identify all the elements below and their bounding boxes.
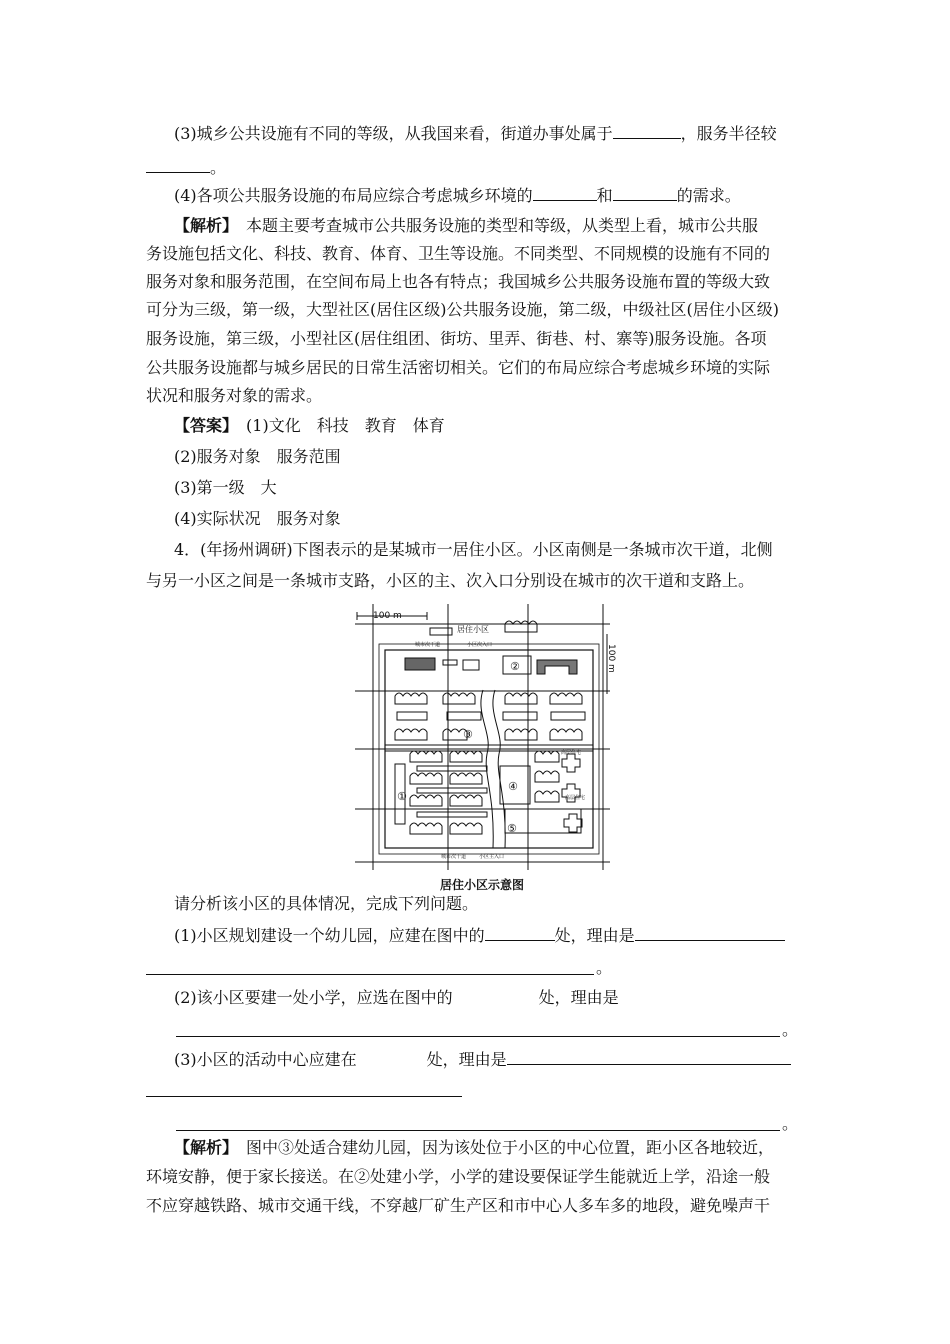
period: 。: [782, 1020, 799, 1039]
answer-line-rule: [176, 1130, 780, 1131]
marker-5: ⑤: [507, 822, 517, 835]
answer-line: (2)服务对象 服务范围: [174, 447, 341, 466]
analysis-text: 本题主要考查城市公共服务设施的类型和等级，从类型上看，城市公共服: [246, 216, 759, 235]
period: 。: [596, 958, 613, 977]
question-3-part-3-cont: [146, 158, 812, 178]
period: 。: [782, 1114, 799, 1133]
question-text: 。: [210, 158, 227, 177]
question-4-text: 与另一小区之间是一条城市支路，小区的主、次入口分别设在城市的次干道和支路上。: [146, 571, 755, 590]
sub-question-3: [174, 1050, 840, 1070]
answer-blank: [635, 926, 785, 941]
district-label: 居住小区: [457, 625, 489, 634]
sub-question-2: [174, 988, 840, 1008]
analysis-line: 不应穿越铁路、城市交通干线，不穿越厂矿生产区和市中心人多车多的地段，避免噪声干: [146, 1196, 771, 1215]
answer-blank: [533, 186, 597, 201]
answer-line: (3)第一级 大: [174, 478, 277, 497]
answer-blank: [613, 186, 677, 201]
entrance-label-top: 小区次入口: [467, 642, 493, 648]
question-text: 和: [596, 186, 613, 205]
analysis-tag: 【解析】: [174, 216, 231, 235]
question-text: (1)小区规划建设一个幼儿园，应建在图中的: [174, 926, 485, 945]
answer-line: [174, 416, 840, 436]
question-text: 处，理由是: [426, 1050, 507, 1069]
question-text: (3)城乡公共设施有不同的等级，从我国来看，街道办事处属于: [174, 124, 613, 143]
answer-blank: [146, 158, 210, 173]
marker-2: ②: [510, 660, 520, 673]
analysis-line: 服务对象和服务范围，在空间布局上也各有特点；我国城乡公共服务设施布置的等级大致: [146, 272, 771, 291]
question-text: 处，理由是: [554, 926, 635, 945]
road-label-bottom: 城市次干道: [441, 854, 467, 860]
question-text: ，服务半径较: [680, 124, 777, 143]
analysis-line: 可分为三级，第一级，大型社区(居住区级)公共服务设施，第二级，中级社区(居住小区级): [146, 300, 779, 319]
figure-caption: 居住小区示意图: [440, 878, 525, 892]
residential-district-map: [355, 604, 616, 870]
question-text: 的需求。: [676, 186, 741, 205]
road-label-top: 城市次干道: [415, 642, 441, 648]
answer-blank: [507, 1050, 791, 1065]
answer-line-rule: [146, 974, 594, 975]
high-rise-label: 高层住宅: [561, 750, 582, 756]
answer-line-rule: [146, 1096, 462, 1097]
question-prompt: 请分析该小区的具体情况，完成下列问题。: [174, 894, 479, 913]
analysis-line: 务设施包括文化、科技、教育、体育、卫生等设施。不同类型、不同规模的设施有不同的: [146, 244, 771, 263]
scale-label-right: 100 m: [606, 644, 616, 673]
answer-text: (1)文化 科技 教育 体育: [246, 416, 445, 435]
question-text: 处，理由是: [538, 988, 619, 1007]
entrance-label-bottom: 小区主入口: [479, 854, 505, 860]
analysis-line: 公共服务设施都与城乡居民的日常生活密切相关。它们的布局应综合考虑城乡环境的实际: [146, 358, 771, 377]
question-text: (2)该小区要建一处小学，应选在图中的: [174, 988, 453, 1007]
question-text: (4)各项公共服务设施的布局应综合考虑城乡环境的: [174, 186, 533, 205]
marker-4: ④: [508, 780, 518, 793]
scale-label-top: 100 m: [373, 611, 402, 621]
analysis-line: 环境安静，便于家长接送。在②处建小学，小学的建设要保证学生能就近上学，沿途一般: [146, 1167, 771, 1186]
question-3-part-3: [174, 124, 840, 144]
high-rise-label: 高层住宅: [565, 795, 586, 801]
answer-line: (4)实际状况 服务对象: [174, 509, 341, 528]
question-3-part-4: [174, 186, 840, 206]
marker-1: ①: [397, 790, 407, 803]
analysis-tag: 【解析】: [174, 1138, 231, 1157]
answer-blank: [485, 926, 555, 941]
analysis-line: 服务设施，第三级，小型社区(居住组团、街坊、里弄、街巷、村、寨等)服务设施。各项: [146, 329, 767, 348]
marker-3: ③: [463, 728, 473, 741]
analysis-line: 状况和服务对象的需求。: [146, 386, 323, 405]
question-4-text: 4．(年扬州调研)下图表示的是某城市一居住小区。小区南侧是一条城市次干道，北侧: [174, 540, 773, 559]
answer-line-rule: [176, 1036, 780, 1037]
analysis-text: 图中③处适合建幼儿园，因为该处位于小区的中心位置，距小区各地较近，: [246, 1138, 775, 1157]
question-text: (3)小区的活动中心应建在: [174, 1050, 357, 1069]
answer-blank: [613, 124, 681, 139]
analysis-line: [174, 216, 840, 236]
sub-question-1: [174, 926, 840, 946]
answer-tag: 【答案】: [174, 416, 231, 435]
analysis-line: [174, 1138, 840, 1158]
